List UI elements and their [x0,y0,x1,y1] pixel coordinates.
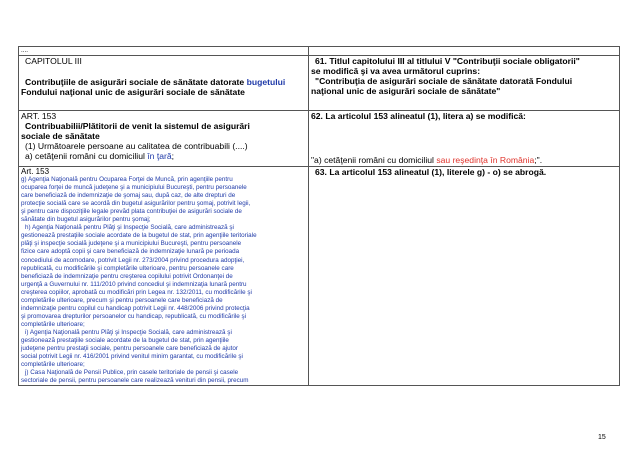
amendment-line: se modifică şi va avea următorul cuprins: [311,66,481,77]
article-body-line: concediului de acomodare, potrivit Legii nr. 273/2004 privind procedura adopţiei, [21,256,245,264]
cell-right [309,167,620,386]
article-body-line: j) Casa Naţională de Pensii Publice, prin casele teritoriale de pensii şi casele [25,369,239,377]
amendment-title: 62. La articolul 153 alineatul (1), litera a) se modifică: [311,111,526,122]
table-row [19,47,620,56]
comparison-table [18,46,620,386]
article-body-line: protecţie socială care se acordă din bugetul asigurărilor pentru şomaj, potrivit legii, [21,200,251,208]
ellipsis-text: .... [21,47,28,54]
article-body-line: judeţene pentru prestaţii sociale, pentru persoanele care beneficiază de ajutor [21,345,239,353]
article-body-line: beneficiază de indemnizaţie pentru creşterea copilului potrivit Ordonanţei de [21,272,233,280]
amendment-text-line: "a) cetăţenii români cu domiciliul sau reşedinţa în România;". [311,155,543,166]
amendment-title: 61. Titlul capitolului III al titlului V "Contribuţii sociale obligatorii" [315,56,580,67]
chapter-heading-line: Contribuţiile de asigurări sociale de sănătate datorate bugetului [25,77,286,88]
amendment-line: naţional unic de asigurări sociale de sănătate" [311,86,501,97]
article-title: ART. 153 [21,111,57,122]
article-body-line: care beneficiază de indemnizaţie de şomaj sau, după caz, de alte drepturi de [21,192,236,200]
article-body-line: gestionează prestaţiile sociale acordate de la bugetul de stat, prin agenţiile [21,336,229,344]
article-body-line: completările ulterioare, precum şi pentru persoanele care beneficiază de [21,296,223,304]
cell-left [19,56,309,111]
article-body-line: i) Agenţia Naţională pentru Plăţi şi Inspecţie Socială, care administrează şi [25,328,232,336]
chapter-title: CAPITOLUL III [25,56,82,67]
article-text-line: (1) Următoarele persoane au calitatea de contribuabili (....) [25,141,248,152]
article-body-line: ocuparea forţei de muncă judeţene şi a municipiului Bucureşti, pentru persoanele [21,184,247,192]
article-heading-line: Contribuabilii/Plătitorii de venit la sistemul de asigurări [25,121,250,132]
amendment-title: 63. La articolul 153 alineatul (1), literele g) - o) se abrogă. [315,167,547,178]
article-text-line: a) cetăţenii români cu domiciliul în ţară; [25,151,175,162]
article-body-line: indemnizaţie pentru copilul cu handicap potrivit Legii nr. 448/2006 privind protecţia [21,304,250,312]
article-body-line: gestionează prestaţiile sociale acordate de la bugetul de stat, prin agenţiile teritoriale [21,232,257,240]
article-body-line: creşterea copiilor, aprobată cu modificări prin Legea nr. 132/2011, cu modificările şi [21,288,252,296]
cell-left [19,47,309,56]
article-body-line: h) Agenţia Naţională pentru Plăţi şi Inspecţie Socială, care administrează şi [25,224,234,232]
cell-left [19,167,309,386]
cell-right [309,111,620,167]
page-number: 15 [598,434,606,441]
table-row [19,111,620,167]
article-body-line: sectoriale de pensii, pentru persoanele care realizează venituri din pensii, precum [21,377,249,385]
article-body-line: şi promovarea drepturilor persoanelor cu handicap, republicată, cu modificările şi [21,312,247,320]
article-body-line: republicată, cu modificările şi completările ulterioare, pentru persoanele care [21,264,234,272]
article-body-line: fizice care adoptă copii şi care beneficiază de indemnizaţie lunară pe perioada [21,248,240,256]
article-heading-line: sociale de sănătate [21,131,100,142]
table-row [19,167,620,386]
article-body-line: şi pentru care dispoziţiile legale prevăd plata contribuţiei de asigurări sociale de [21,208,242,216]
cell-left [19,111,309,167]
cell-right [309,47,620,56]
article-body-line: plăţi şi inspecţie socială judeţene şi a municipiului Bucureşti, pentru persoanele [21,240,242,248]
amendment-line: "Contribuţia de asigurări sociale de sănătate datorată Fondului [315,76,573,87]
article-body-line: urgenţă a Guvernului nr. 111/2010 privind concediul şi indemnizaţia lunară pentru [21,280,247,288]
chapter-heading-line: Fondului naţional unic de asigurări sociale de sănătate [21,87,245,98]
article-body-line: g) Agenţia Naţională pentru Ocuparea Forţei de Muncă, prin agenţiile pentru [21,176,233,184]
cell-right [309,56,620,111]
article-body-line: sănătate din bugetul asigurărilor pentru şomaj; [21,216,151,224]
article-body-line: completările ulterioare; [21,361,85,369]
table-row [19,56,620,111]
article-title: Art. 153 [21,167,50,177]
article-body [21,176,306,385]
article-body-line: completările ulterioare; [21,320,85,328]
article-body-line: social potrivit Legii nr. 416/2001 privind venitul minim garantat, cu modificările şi [21,353,243,361]
